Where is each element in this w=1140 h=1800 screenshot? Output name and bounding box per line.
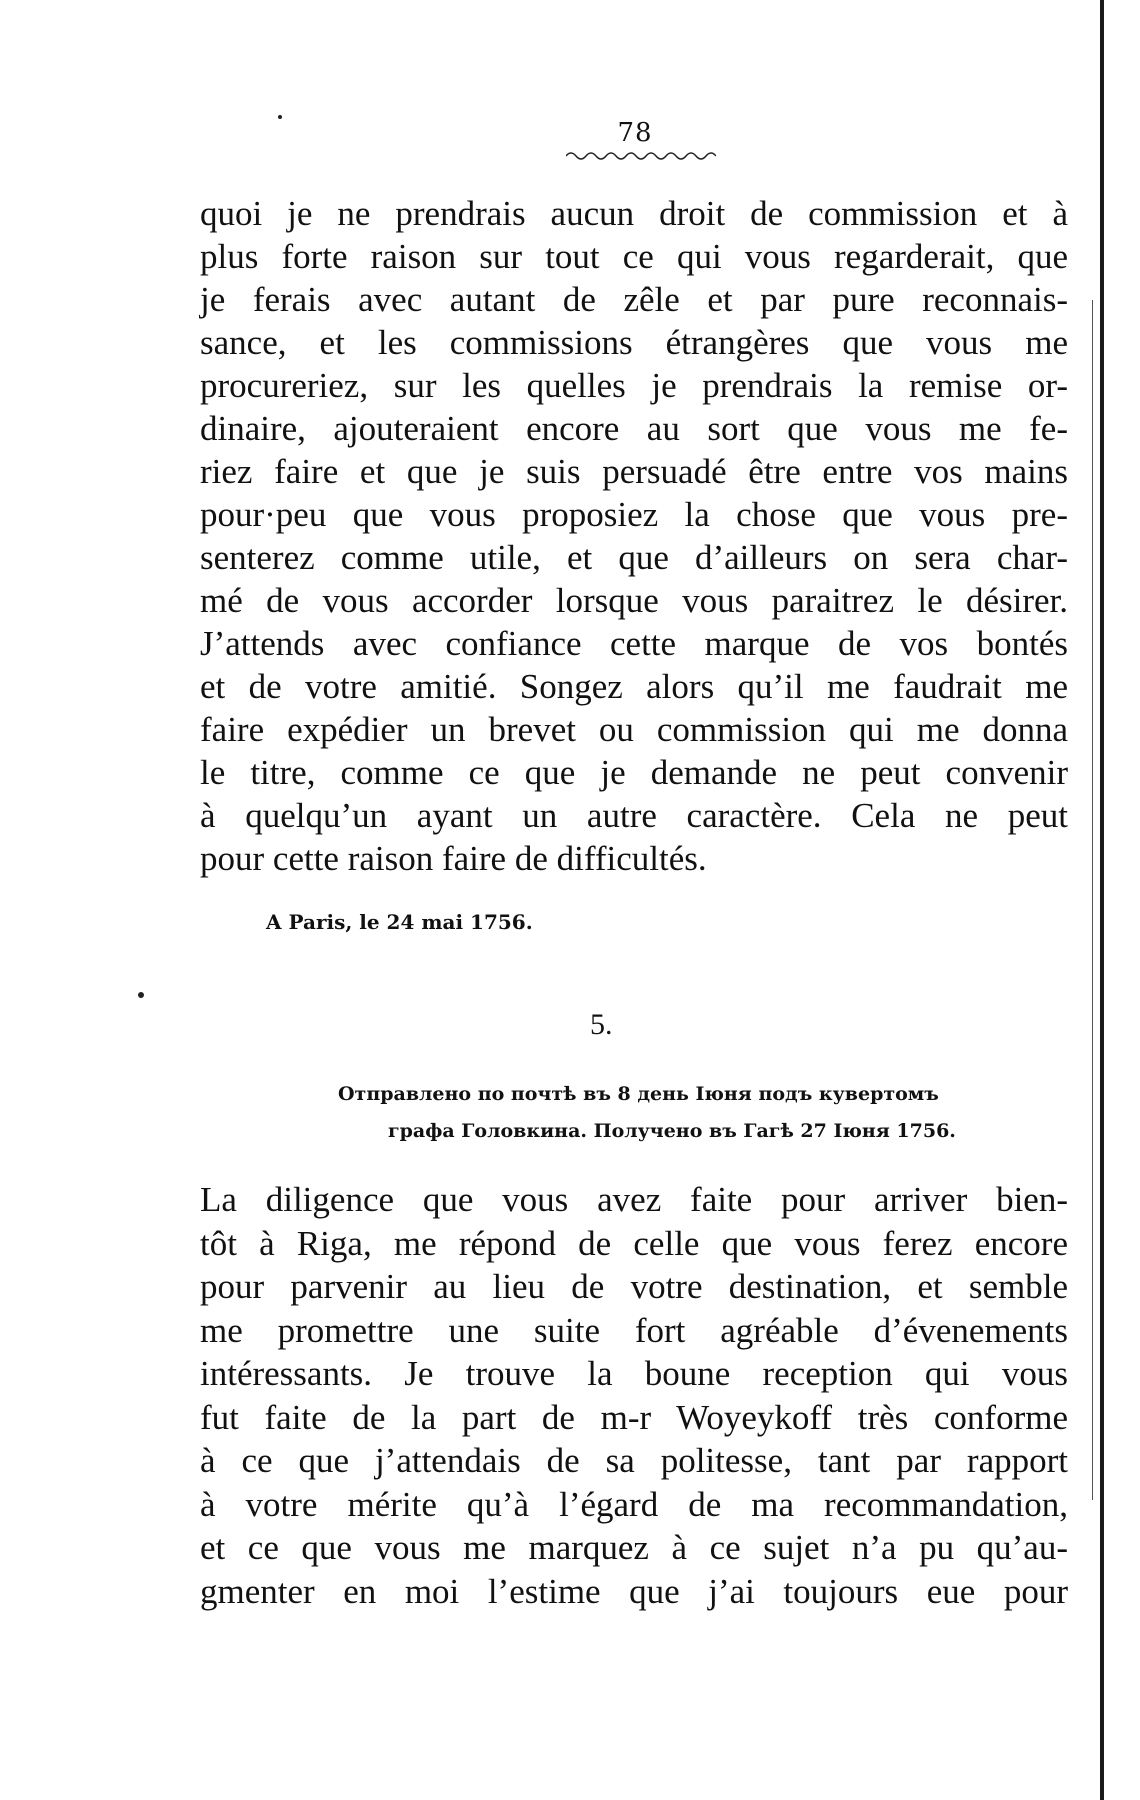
text-line: pour·peu que vous proposiez la chose que vous pre- [200,495,1068,534]
text-line: je ferais avec autant de zêle et par pure reconnais- [200,280,1068,319]
text-line: faire expédier un brevet ou commission qui me donna [200,710,1068,749]
text-line: tôt à Riga, me répond de celle que vous ferez encore [200,1223,1068,1263]
section-number: 5. [590,1008,613,1041]
paragraph-2 [200,1178,1068,1613]
text-line: à ce que j’attendais de sa politesse, tant par rapport [200,1441,1068,1480]
text-line: senterez comme utile, et que d’ailleurs on sera char- [200,538,1068,577]
text-line: dinaire, ajouteraient encore au sort que vous me fe- [200,409,1068,448]
ink-speck [138,992,144,998]
text-line: et de votre amitié. Songez alors qu’il me faudrait me [200,667,1068,706]
paragraph-1 [200,192,1068,880]
text-line: le titre, comme ce que je demande ne peut convenir [200,753,1068,792]
page-edge-line [1092,300,1093,1500]
text-line: quoi je ne prendrais aucun droit de commission et à [200,194,1068,233]
text-line: à votre mérite qu’à l’égard de ma recommandation, [200,1484,1068,1524]
decorative-wavy-rule [566,150,716,162]
text-line: intéressants. Je trouve la boune reception qui vous [200,1354,1068,1393]
text-line: J’attends avec confiance cette marque de vos bontés [200,624,1068,663]
section-header-line-1: Отправлено по почтѣ въ 8 день Іюня подъ кувертомъ [338,1083,939,1105]
page-edge-shadow [1100,0,1104,1800]
section-header-line-2: графа Головкина. Получено въ Гагѣ 27 Іюня 1756. [388,1120,956,1142]
text-line: fut faite de la part de m-r Woyeykoff très conforme [200,1397,1068,1437]
text-line: riez faire et que je suis persuadé être entre vos mains [200,452,1068,491]
text-line: sance, et les commissions étrangères que vous me [200,323,1068,362]
text-line: me promettre une suite fort agréable d’évenements [200,1310,1068,1350]
text-line: mé de vous accorder lorsque vous paraitrez le désirer. [200,581,1068,620]
text-line: à quelqu’un ayant un autre caractère. Cela ne peut [200,796,1068,835]
text-line: procureriez, sur les quelles je prendrais la remise or- [200,366,1068,405]
text-line: gmenter en moi l’estime que j’ai toujours eue pour [200,1571,1068,1611]
text-line: pour cette raison faire de difficultés. [200,839,707,878]
ink-speck [278,115,282,119]
text-line: plus forte raison sur tout ce qui vous regarderait, que [200,237,1068,276]
dateline: A Paris, le 24 mai 1756. [266,910,533,934]
page-number: 78 [617,118,653,148]
text-line: La diligence que vous avez faite pour arriver bien- [200,1180,1068,1219]
text-line: pour parvenir au lieu de votre destination, et semble [200,1267,1068,1306]
text-line: et ce que vous me marquez à ce sujet n’a pu qu’au- [200,1528,1068,1567]
